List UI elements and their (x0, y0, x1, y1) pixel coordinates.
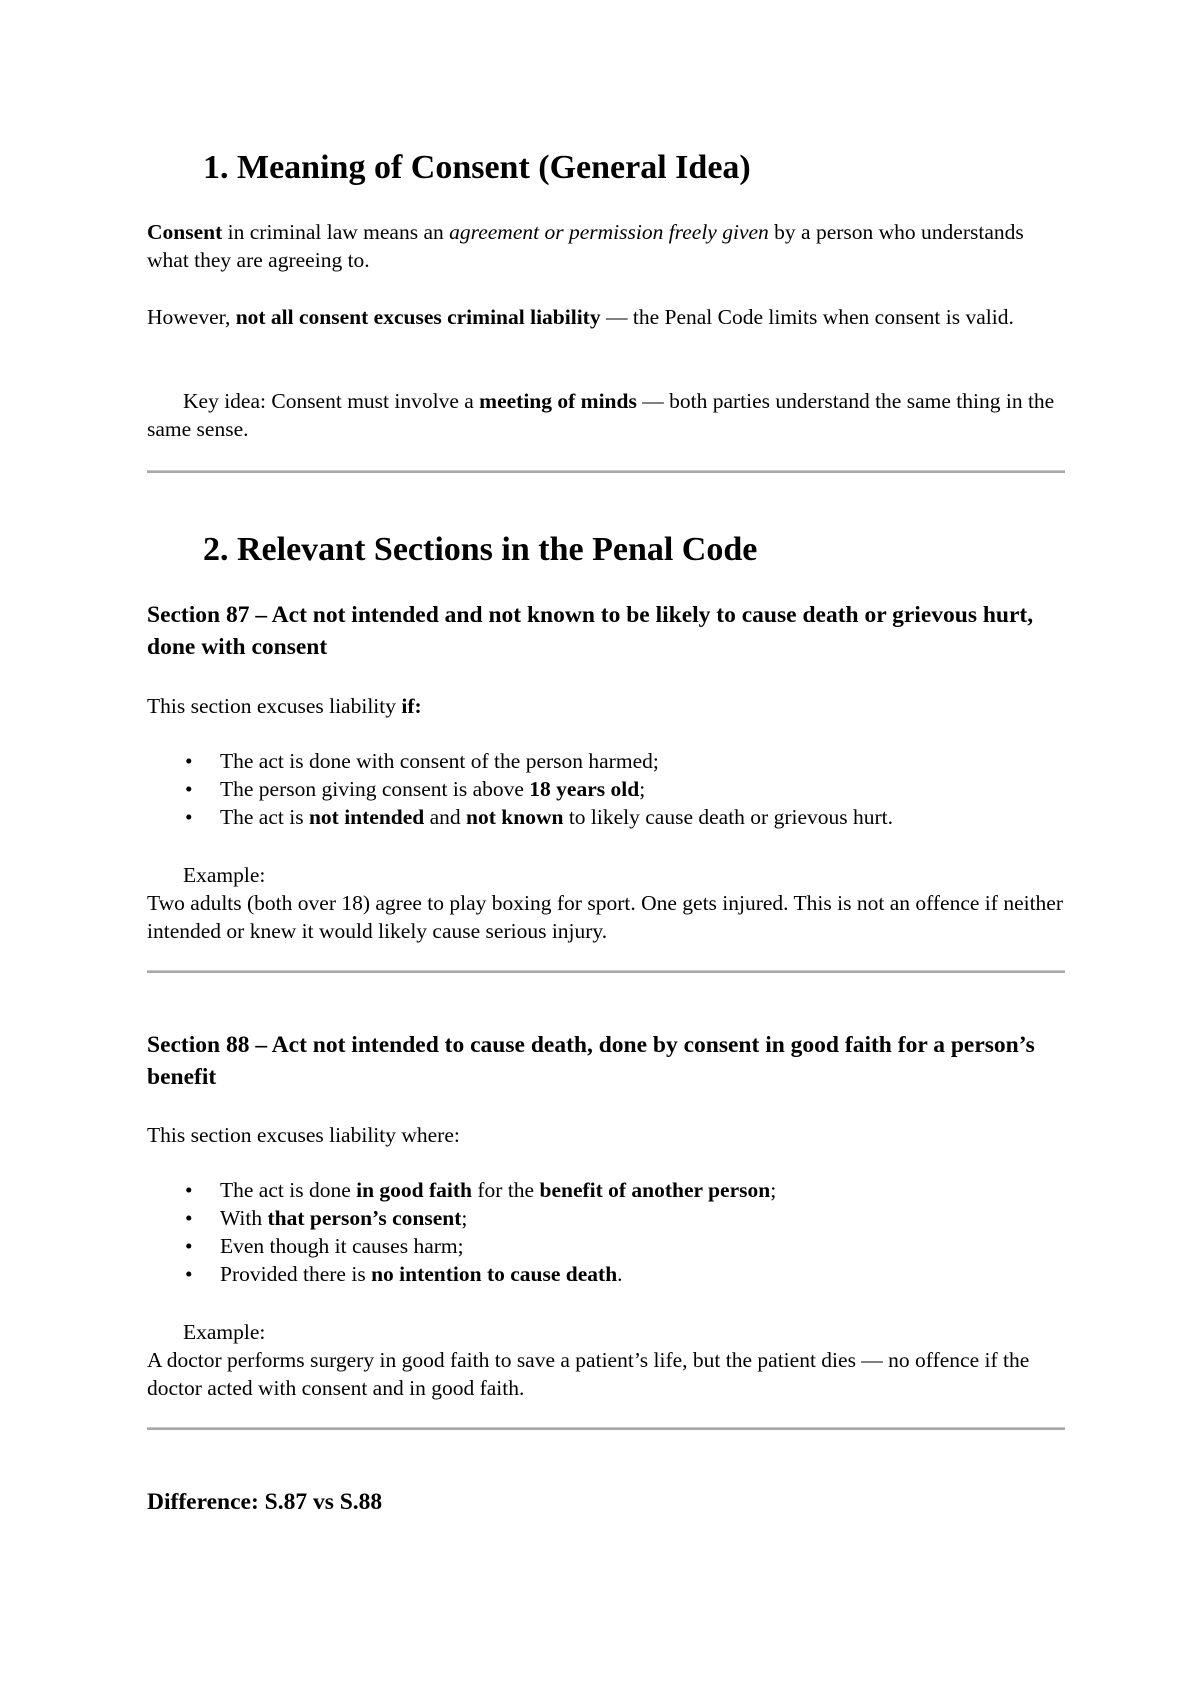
section-87-example-label (147, 861, 1067, 889)
bold-phrase: that person’s consent (267, 1206, 462, 1230)
text-run: for the (472, 1178, 540, 1202)
horizontal-rule (147, 1427, 1065, 1430)
section-88-bullet-list (147, 1176, 1077, 1288)
section-87-bullet-list (147, 747, 1077, 831)
key-idea-paragraph (147, 387, 1067, 443)
bullet-icon: • (185, 805, 193, 829)
text-run: The act is done (220, 1178, 357, 1202)
list-item (147, 1232, 1077, 1260)
text-run: ; (461, 1206, 468, 1230)
bullet-icon: • (185, 1178, 193, 1202)
text-run: — both parties understand the same thing in the same sense. (147, 389, 1055, 441)
bullet-icon: • (185, 749, 193, 773)
text-run: — the Penal Code limits when consent is valid. (600, 305, 1014, 329)
section-88-example-text: A doctor performs surgery in good faith to save a patient’s life, but the patient dies — no offence if the doctor acted with consent and in good faith. (147, 1348, 1030, 1400)
consent-definition-paragraph (147, 218, 1067, 274)
section-87-example-text: Two adults (both over 18) agree to play boxing for sport. One gets injured. This is not an offence if neither intended or knew it would likely cause serious injury. (147, 891, 1064, 943)
text-run: to likely cause death or grievous hurt. (563, 805, 894, 829)
text-run: Key idea: Consent must involve a (183, 389, 480, 413)
bullet-icon: • (185, 1234, 193, 1258)
section-88-intro: This section excuses liability where: (147, 1123, 460, 1147)
bold-phrase: if: (401, 694, 422, 718)
italic-phrase: agreement or permission freely given (449, 220, 769, 244)
difference-heading: Difference: S.87 vs S.88 (147, 1489, 383, 1515)
section-88-title: Section 88 – Act not intended to cause death, done by consent in good faith for a person’s benefit (147, 1032, 1035, 1090)
text-run: Provided there is (220, 1262, 372, 1286)
text-run: However, (147, 305, 236, 329)
bold-phrase: in good faith (356, 1178, 473, 1202)
text-run: Even though it causes harm; (220, 1234, 464, 1258)
list-item (147, 747, 1077, 775)
text-run: The act is done with consent of the person harmed; (220, 749, 659, 773)
bullet-icon: • (185, 777, 193, 801)
limits-paragraph (147, 303, 1067, 331)
horizontal-rule (147, 970, 1065, 973)
list-item (147, 1204, 1077, 1232)
section-88-example-label (147, 1318, 1067, 1346)
bold-phrase: not known (466, 805, 564, 829)
list-item (147, 803, 1077, 831)
bold-phrase: 18 years old (529, 777, 640, 801)
section-1-heading: 1. Meaning of Consent (General Idea) (203, 149, 751, 186)
text-run: by a person who understands what they are agreeing to. (147, 220, 1024, 272)
list-item (147, 775, 1077, 803)
text-run: This section excuses liability (147, 694, 402, 718)
text-run: and (424, 805, 467, 829)
bullet-icon: • (185, 1262, 193, 1286)
horizontal-rule (147, 470, 1065, 473)
text-run: in criminal law means an (222, 220, 450, 244)
section-87-intro (147, 692, 1067, 720)
bold-phrase: no intention to cause death (371, 1262, 618, 1286)
section-2-heading: 2. Relevant Sections in the Penal Code (203, 531, 758, 568)
bold-phrase: benefit of another person (539, 1178, 771, 1202)
text-run: ; (639, 777, 646, 801)
text-run: The person giving consent is above (220, 777, 530, 801)
consent-term: Consent (147, 220, 223, 244)
text-run: With (220, 1206, 268, 1230)
bold-phrase: not all consent excuses criminal liability (235, 305, 601, 329)
text-run: . (617, 1262, 623, 1286)
text-run: Example: (183, 1320, 266, 1344)
section-87-title: Section 87 – Act not intended and not known to be likely to cause death or grievous hurt, done with consent (147, 602, 1034, 660)
bullet-icon: • (185, 1206, 193, 1230)
text-run: ; (770, 1178, 777, 1202)
bold-phrase: meeting of minds (479, 389, 637, 413)
list-item (147, 1260, 1077, 1288)
text-run: Example: (183, 863, 266, 887)
bold-phrase: not intended (308, 805, 425, 829)
text-run: The act is (220, 805, 309, 829)
list-item (147, 1176, 1077, 1204)
